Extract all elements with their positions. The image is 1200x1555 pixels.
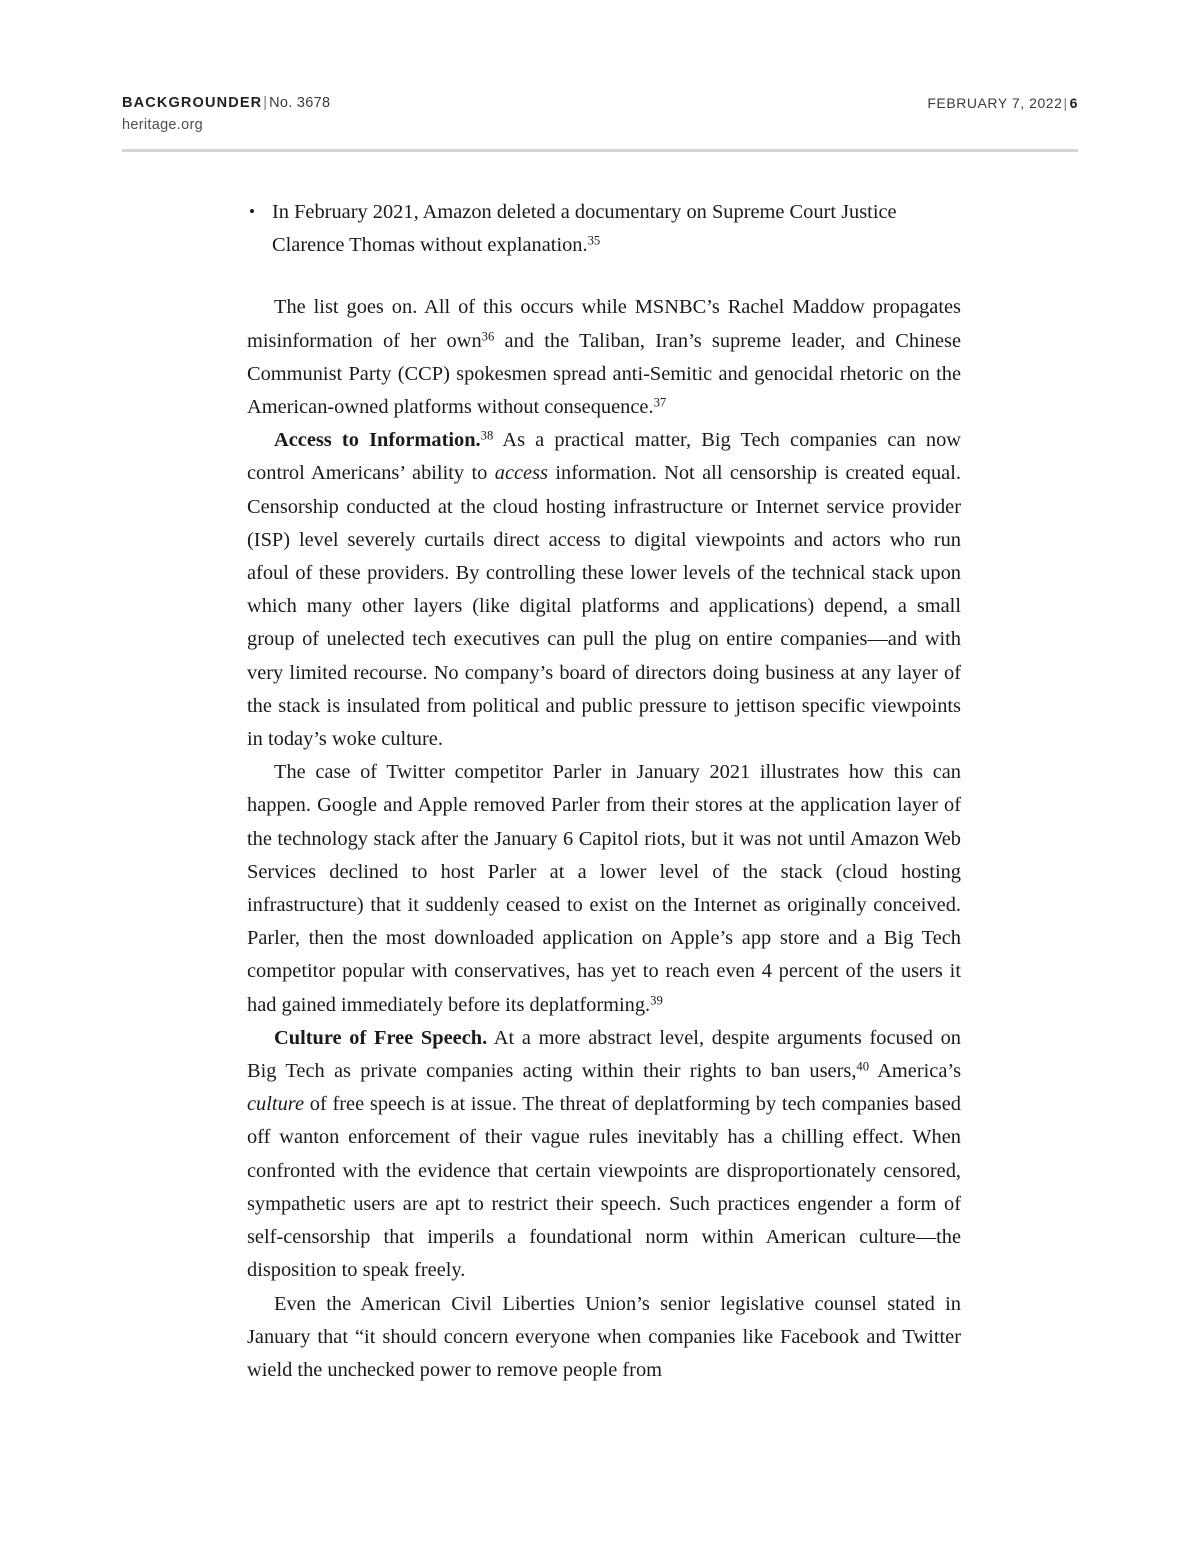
paragraph-aclu-quote <box>247 1288 961 1388</box>
text-run: The case of Twitter competitor Parler in January 2021 illustrates how this can happen. Google and Apple removed Parler from their stores at the application layer of the technology stack after the January 6 Capitol riots, but it was not until Amazon Web Services declined to host Parler at a lower level of the stack (cloud hosting infrastructure) that it suddenly ceased to exist on the Internet as originally conceived. Parler, then the most downloaded application on Apple’s app store and a Big Tech competitor popular with conservatives, has yet to reach even 4 percent of the users it had gained immediately before its deplatforming. <box>247 761 961 1016</box>
paragraph-stack <box>247 291 961 1387</box>
bullet-list <box>247 196 961 262</box>
paragraph-parler-case <box>247 756 961 1022</box>
run-in-heading: Culture of Free Speech. <box>274 1026 488 1049</box>
paragraph-culture-of-free-speech <box>247 1022 961 1288</box>
text-run: At a more abstract level, despite arguments focused on Big Tech as private companies acting within their rights to ban users, <box>247 1026 961 1083</box>
header-row <box>122 94 1078 136</box>
page-number: 6 <box>1069 95 1078 111</box>
header-right-block <box>927 94 1078 111</box>
emphasis-text: access <box>494 462 548 485</box>
body-text-column <box>247 196 961 1387</box>
publication-name: BACKGROUNDER <box>122 95 263 111</box>
footnote-reference: 40 <box>856 1059 870 1074</box>
header-separator-2: | <box>1063 95 1068 111</box>
text-run: and the Taliban, Iran’s supreme leader, and Chinese Communist Party (CCP) spokesmen spread anti-Semitic and genocidal rhetoric on the American-owned platforms without consequence. <box>247 329 961 419</box>
footnote-reference: 36 <box>481 329 495 344</box>
footnote-reference: 35 <box>587 233 601 248</box>
list-item <box>247 196 961 262</box>
header-left-block <box>122 94 330 136</box>
text-run: As a practical matter, Big Tech companies can now control Americans’ ability to <box>247 429 962 485</box>
header-separator-1: | <box>263 95 268 111</box>
publication-line <box>122 94 330 113</box>
page-header <box>122 94 1078 136</box>
website-url: heritage.org <box>122 117 203 133</box>
footnote-reference: 37 <box>653 395 667 410</box>
text-run: Even the American Civil Liberties Union’s senior legislative counsel stated in January that “it should concern everyone when companies like Facebook and Twitter wield the unchecked power to remove people from <box>247 1292 961 1381</box>
emphasis-text: culture <box>247 1093 304 1116</box>
paragraph-access-to-information <box>247 424 961 756</box>
publication-date: FEBRUARY 7, 2022 <box>927 95 1063 111</box>
run-in-heading: Access to Information. <box>274 429 481 452</box>
text-run: America’s <box>869 1060 962 1083</box>
footnote-reference: 39 <box>650 993 663 1008</box>
text-run: The list goes on. All of this occurs while MSNBC’s Rachel Maddow propagates misinformation of her own <box>247 296 961 352</box>
text-run: of free speech is at issue. The threat of deplatforming by tech companies based off wanton enforcement of their vague rules inevitably has a chilling effect. When confronted with the evidence that certain viewpoints are disproportionately censored, sympathetic users are apt to restrict their speech. Such practices engender a form of self-censorship that imperils a foundational norm within American culture—the disposition to speak freely. <box>247 1093 961 1282</box>
header-divider-rule <box>122 149 1078 152</box>
footnote-reference: 38 <box>480 428 494 443</box>
paragraph-list-goes-on <box>247 291 961 424</box>
issue-number: No. 3678 <box>269 95 331 111</box>
list-item-text: In February 2021, Amazon deleted a documentary on Supreme Court Justice Clarence Thomas without explanation. <box>272 201 897 257</box>
text-run: information. Not all censorship is created equal. Censorship conducted at the cloud hosting infrastructure or Internet service provider (ISP) level severely curtails direct access to digital viewpoints and actors who run afoul of these providers. By controlling these lower levels of the technical stack upon which many other layers (like digital platforms and applications) depend, a small group of unelected tech executives can pull the plug on entire companies—and with very limited recourse. No company’s board of directors doing business at any layer of the stack is insulated from political and public pressure to jettison specific viewpoints in today’s woke culture. <box>247 462 961 751</box>
